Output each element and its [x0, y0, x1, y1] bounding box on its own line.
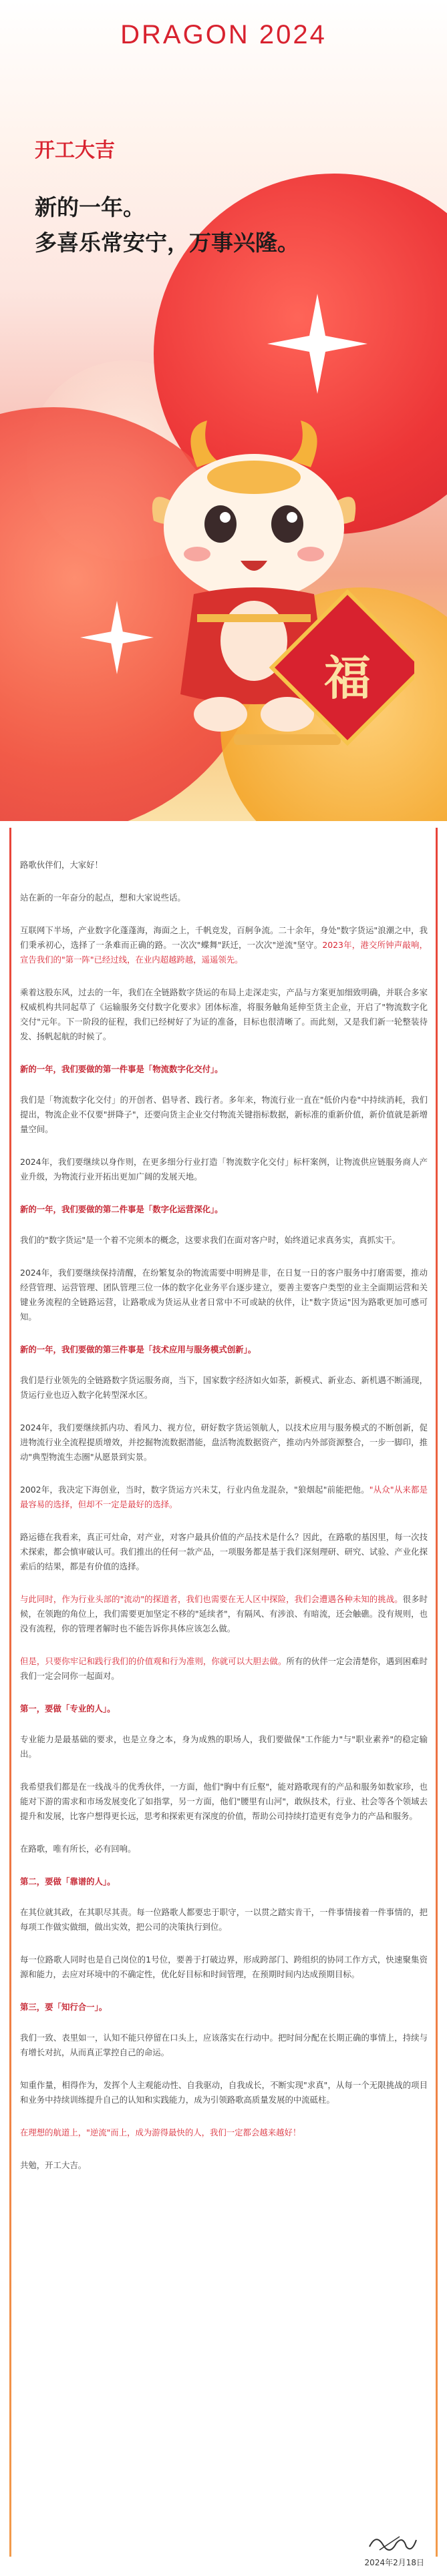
text: 2002年，我决定下海创业，当时，数字货运方兴未艾，行业内鱼龙混杂，"狼烟起"前能把他。 [20, 1485, 369, 1495]
paragraph: 每一位路歌人同时也是自己岗位的1号位，要善于打破边界，形成跨部门、跨组织的协同工作方式，快速聚集资源和能力，去应对环境中的不确定性，优化好目标和时间管理，在预期时间内达成预期目标。 [20, 1955, 428, 1979]
paragraph: 路运德在我看来，真正可灶命，对产业，对客户最具价值的产品技术是什么？因此，在路歌的基因里，每一次技术探索，都会慎审破认可。我们推出的任何一款产品，一项服务都是基于我们深刻理研、研究、试验、产业化探索后的结果，都是有价值的选择。 [20, 1532, 428, 1571]
section-heading: 第三，要「知行合一」。 [20, 2002, 108, 2012]
paragraph: 站在新的一年奋分的起点，想和大家说些话。 [20, 892, 186, 903]
section-heading: 新的一年，我们要做的第二件事是「数字化运营深化」。 [20, 1204, 223, 1214]
section-heading: 新的一年，我们要做的第一件事是「物流数字化交付」。 [20, 1064, 223, 1074]
paragraph: 在其位就其政，在其职尽其责。每一位路歌人都要忠于职守，一以贯之踏实肯干，一件事情接着一件事情的，把每项工作做实做细，做出实效，把公司的决策执行到位。 [20, 1907, 428, 1932]
hero-banner [0, 0, 447, 821]
paragraph [20, 1654, 428, 1684]
paragraph: 2024年，我们要继续以身作则，在更多细分行业打造「物流数字化交付」标杆案例，让物流供应链服务商人产业升级，为物流行业开拓出更加广阔的发展天地。 [20, 1157, 428, 1182]
fu-character: 福 [324, 650, 371, 706]
section-heading: 第一，要做「专业的人」。 [20, 1704, 116, 1714]
decor-border [9, 828, 11, 2557]
highlight-text: "从众"从来都是最容易的选择，但却不一定是最好的选择。 [20, 1485, 428, 1509]
paragraph: 2024年，我们要继续保持清醒，在纷繁复杂的物流需要中明辨是非，在日复一日的客户服务中打磨需要，推动经营管理、运营管理、团队管理三位一体的数字化业务平台逐步建立，要善主要客户类型的业主全面期运营和关键业务流程的全链路运营，让路歌成为货运从业者日常中不可或缺的伙伴，让"数字货运"因为路歌更加可感可知。 [20, 1268, 428, 1322]
letter-body [20, 858, 428, 2191]
highlight-text: 2023年，港交所钟声敲响，宣告我们的"第一阵"已经过线，在业内超越跨越，遥遥领先。 [20, 940, 428, 965]
text: 所有的伙伴一定会清楚你，遇到困难时我们一定会同你一起面对。 [20, 1656, 428, 1681]
greeting-line: 新的一年。 [35, 194, 145, 220]
paragraph: 我们是行业领先的全链路数字货运服务商，当下，国家数字经济如火如荼，新模式、新业态、新机遇不断涌现，货运行业也迈入数字化转型深水区。 [20, 1375, 428, 1400]
paragraph: 我们是「物流数字化交付」的开创者、倡导者、践行者。多年来，物流行业一直在"低价内卷"中持续消耗，我们提出，物流企业不仅要"拼降子"，还要向货主企业交付物流关键指标数据，新标准的重新价值，新价值就是新增量空间。 [20, 1095, 428, 1134]
paragraph: 我希望我们都是在一线战斗的优秀伙伴，一方面，他们"胸中有丘壑"，能对路歌现有的产品和服务如数家珍，也能对下游的需求和市场发展变化了如指掌，另一方面，他们"腰里有山河"，敢纵技术，行业、社会等各个领域去提升和发展，比客户想得更长远，思考和探索更有深度的价值，帮助公司持续打造更有竞争力的产品和服务。 [20, 1782, 428, 1821]
paragraph [20, 923, 428, 967]
greeting-line: 多喜乐常安宁，万事兴隆。 [35, 230, 299, 256]
decor-border [436, 828, 438, 2557]
paragraph: 在路歌，唯有所长，必有回响。 [20, 1844, 136, 1854]
paragraph: 我们一致、表里如一，认知不能只停留在口头上，应该落实在行动中。把时间分配在长期正确的事情上，持续与有增长对抗，从而真正掌控自己的命运。 [20, 2033, 428, 2057]
paragraph: 2024年，我们要继续抓内功、看风力、视方位，研好数字货运领航人，以技术应用与服务模式的不断创新，促进物流行业全流程提质增效，并挖掘物流数据潜能，盘活物流数据资产，推动内外部资源整合，一步一脚印，推动"典型物流生态圈"从愿景到实景。 [20, 1423, 428, 1462]
paragraph: 乘着这股东风，过去的一年，我们在全链路数字货运的布局上走深走实，产品与方案更加细致明确，并联合多家权威机构共同起草了《运输服务交付数字化要求》团体标准，将服务触角延伸至货主企业，开启了"物流数字化交付"元年。下一阶段的征程，我们已经树好了为证的准备，目标也很清晰了。而此刻，又是我们新一轮整装待发、扬帆起航的时候了。 [20, 987, 428, 1041]
greeting-heading: 开工大吉 [35, 139, 115, 162]
dragon-mascot-illustration [134, 414, 414, 788]
paragraph [20, 1483, 428, 1512]
paragraph: 知重作量，相得作为，发挥个人主观能动性、自我驱动，自我成长，不断实现"求真"，从每一个无限挑战的项目和业务中持续训练提升自己的认知和实践能力，成为引领路歌高质量发展的中流砥柱。 [20, 2080, 428, 2105]
closing: 共勉，开工大吉。 [20, 2160, 87, 2170]
salutation: 路歌伙伴们，大家好！ [20, 860, 103, 870]
section-heading: 新的一年，我们要做的第三件事是「技术应用与服务模式创新」。 [20, 1344, 257, 1354]
hero-title: DRAGON 2024 [120, 20, 327, 49]
highlight-text: 但是，只要你牢记和践行我们的价值观和行为准则，你就可以大胆去做。 [20, 1656, 287, 1666]
letter-date: 2024年2月18日 [364, 2558, 424, 2567]
paragraph: 专业能力是最基础的要求，也是立身之本，身为成熟的职场人，我们要做保"工作能力"与"职业素养"的稳定输出。 [20, 1734, 428, 1759]
paragraph [20, 1592, 428, 1636]
paragraph: 在理想的航道上，"逆流"而上，成为游得最快的人，我们一定都会越来越好！ [20, 2127, 301, 2137]
highlight-text: 与此同时，作为行业头部的"流动"的探道者，我们也需要在无人区中探险，我们会遭遇各种未知的挑战。 [20, 1594, 403, 1604]
text: 很多时候，在领跑的角位上，我们需要更加坚定不移的"延续者"，有隔风、有涉浪、有暗流，还会触礁。没有规则，也没有流程，你的管理者解时也不能告诉你具体应该怎么做。 [20, 1594, 428, 1633]
text: 互联网下半场，产业数字化蓬蓬海，海面之上，千帆竞发，百舸争流。二十余年，身处"数字货运"浪潮之中，我们秉承初心，选择了一条难而正确的路。一次次"蝶舞"跃迁，一次次"逆流"坚守。 [20, 925, 428, 950]
section-heading: 第二，要做「靠谱的人」。 [20, 1876, 116, 1886]
signature-icon [366, 2530, 420, 2557]
paragraph: 我们的"数字货运"是一个着不完须本的概念，这要求我们在面对客户时，始终道记求真务实，真抓实干。 [20, 1235, 400, 1245]
